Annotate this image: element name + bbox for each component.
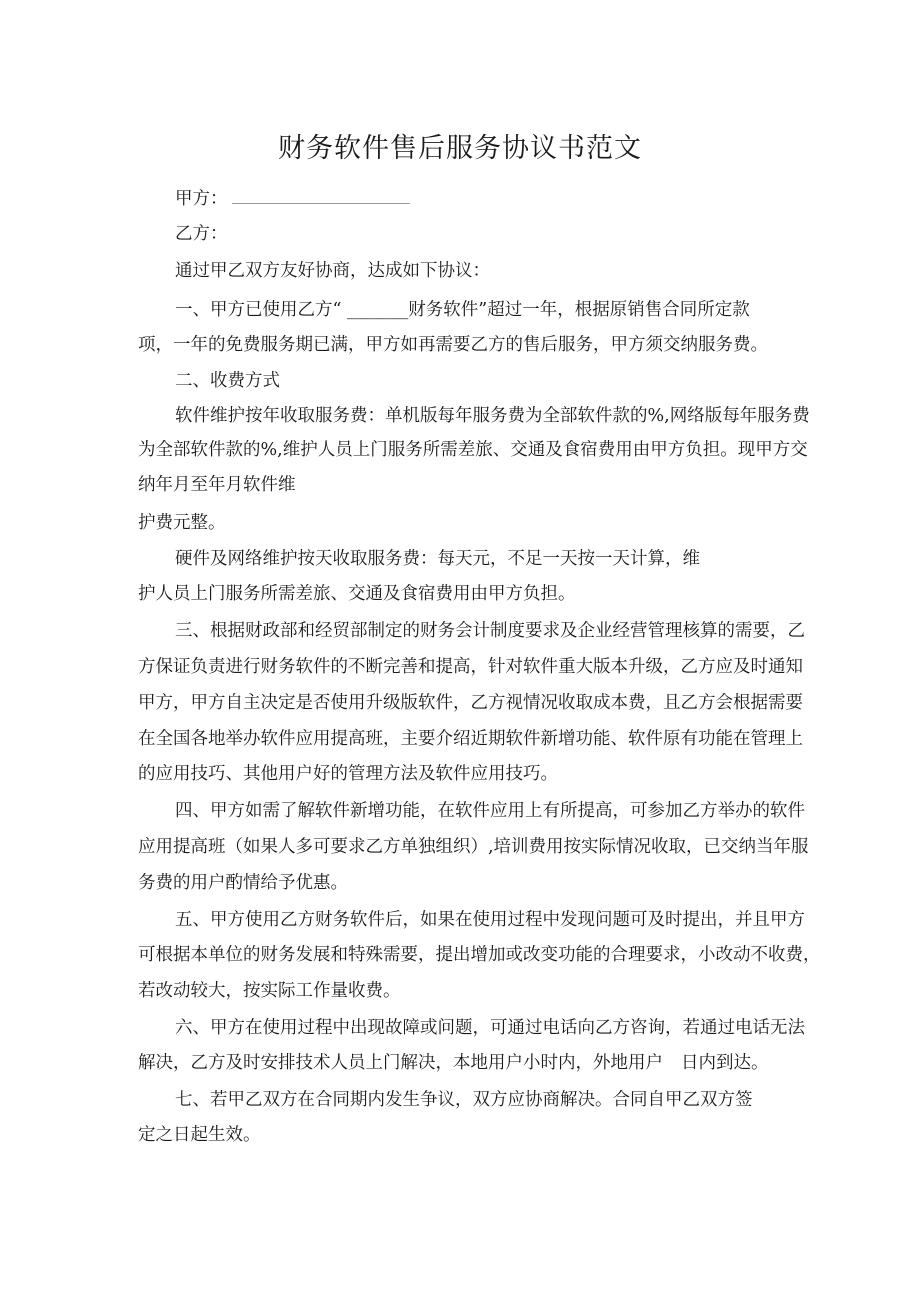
clause7-line: 七、若甲乙双方在合同期内发生争议，双方应协商解决。合同自甲乙双方签 xyxy=(175,1090,753,1110)
clause2-hardware-line: 硬件及网络维护按天收取服务费：每天元，不足一天按一天计算，维 xyxy=(175,549,700,569)
clause3-line: 方保证负责进行财务软件的不断完善和提高，针对软件重大版本升级，乙方应及时通知 xyxy=(138,657,803,677)
clause3-line: 的应用技巧、其他用户好的管理方法及软件应用技巧。 xyxy=(138,764,558,784)
clause5-line: 五、甲方使用乙方财务软件后，如果在使用过程中发现问题可及时提出，并且甲方 xyxy=(175,910,805,930)
clause6-line: 解决，乙方及时安排技术人员上门解决，本地用户小时内，外地用户 xyxy=(138,1053,663,1073)
clause3-line: 在全国各地举办软件应用提高班，主要介绍近期软件新增功能、软件原有功能在管理上 xyxy=(138,729,803,749)
clause4-line: 应用提高班（如果人多可要求乙方单独组织）,培训费用按实际情况收取，已交纳当年服 xyxy=(138,837,809,857)
clause2-software-line: 纳年月至年月软件维 xyxy=(138,475,296,495)
party-a-label: 甲方： xyxy=(175,189,228,209)
clause4-line: 务费的用户酌情给予优惠。 xyxy=(138,873,348,893)
clause4-line: 四、甲方如需了解软件新增功能，在软件应用上有所提高，可参加乙方举办的软件 xyxy=(175,801,805,821)
clause3-line: 三、根据财政部和经贸部制定的财务会计制度要求及企业经营管理核算的需要，乙 xyxy=(175,621,805,641)
clause7-line: 定之日起生效。 xyxy=(138,1125,261,1145)
clause2-software-line: 软件维护按年收取服务费：单机版每年服务费为全部软件款的%,网络版每年服务费 xyxy=(175,406,810,426)
intro-paragraph: 通过甲乙双方友好协商，达成如下协议： xyxy=(175,261,490,281)
document-title: 财务软件售后服务协议书范文 xyxy=(278,133,642,164)
party-b-label: 乙方： xyxy=(175,224,228,244)
clause6-line: 六、甲方在使用过程中出现故障或问题，可通过电话向乙方咨询，若通过电话无法 xyxy=(175,1018,805,1038)
clause3-line: 甲方，甲方自主决定是否使用升级版软件，乙方视情况收取成本费，且乙方会根据需要 xyxy=(138,693,803,713)
clause1-line: 项，一年的免费服务期已满，甲方如再需要乙方的售后服务，甲方须交纳服务费。 xyxy=(138,335,768,355)
clause5-line: 可根据本单位的财务发展和特殊需要，提出增加或改变功能的合理要求，小改动不收费， xyxy=(138,945,821,965)
clause2-software-line: 为全部软件款的%,维护人员上门服务所需差旅、交通及食宿费用由甲方负担。现甲方交 xyxy=(138,440,808,460)
clause6-line-end: 日内到达。 xyxy=(681,1053,769,1073)
clause1-line: 一、甲方已使用乙方“ _______财务软件”超过一年，根据原销售合同所定款 xyxy=(175,300,750,320)
clause2-heading: 二、收费方式 xyxy=(175,371,280,391)
clause5-line: 若改动较大，按实际工作量收费。 xyxy=(138,981,401,1001)
clause2-hardware-line: 护人员上门服务所需差旅、交通及食宿费用由甲方负担。 xyxy=(138,584,576,604)
clause2-software-line: 护费元整。 xyxy=(138,513,226,533)
party-a-blank-line xyxy=(232,203,410,204)
